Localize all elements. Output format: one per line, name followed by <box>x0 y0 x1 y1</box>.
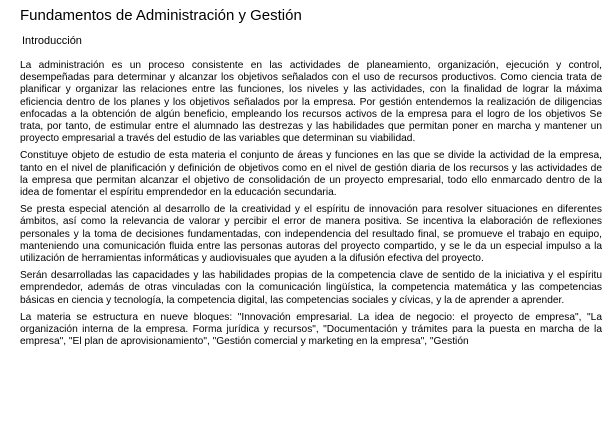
paragraph-objeto-estudio: Constituye objeto de estudio de esta materia el conjunto de áreas y funciones en las que se divide la actividad de la empresa, tanto en el nivel de planificación y definición de objetivos como en el nivel de gestión diaria de los recursos y las actividades de la empresa que permitan alcanzar el objetivo de consolidación de un proyecto empresarial, todo ello enmarcado dentro de la idea de fomentar el espíritu emprendedor en la educación secundaria. <box>20 150 602 199</box>
document-title: Fundamentos de Administración y Gestión <box>20 7 302 24</box>
paragraph-creatividad: Se presta especial atención al desarrollo de la creatividad y el espíritu de innovación para resolver situaciones en diferentes ámbitos, así como la relevancia de valorar y percibir el error de manera positiva. Se incentiva la elaboración de reflexiones personales y la toma de decisiones fundamentadas, con independencia del resultado final, se promueve el trabajo en equipo, manteniendo una comunicación fluida entre las personas autoras del proyecto compartido, y se le da un especial impulso a la utilización de herramientas informáticas y audiovisuales que ayuden a la difusión efectiva del proyecto. <box>20 204 602 265</box>
paragraph-administracion: La administración es un proceso consistente en las actividades de planeamiento, organización, ejecución y control, desempeñadas para determinar y alcanzar los objetivos señalados con el uso de recursos productivos. Como ciencia trata de planificar y organizar las relaciones entre las funciones, los niveles y las actividades, con la finalidad de lograr la máxima eficiencia dentro de los planes y los objetivos señalados por la empresa. Por gestión entendemos la realización de diligencias enfocadas a la obtención de algún beneficio, empleando los recursos activos de la empresa para el logro de los objetivos Se trata, por tanto, de estimular entre el alumnado las destrezas y las habilidades que permitan poner en marcha y mantener un proyecto empresarial a través del estudio de las variables que determinan su viabilidad. <box>20 60 602 145</box>
document-page <box>20 6 602 353</box>
section-heading: Introducción <box>22 35 82 47</box>
paragraph-competencias: Serán desarrolladas las capacidades y las habilidades propias de la competencia clave de sentido de la iniciativa y el espíritu emprendedor, además de otras vinculadas con la comunicación lingüística, la competencia matemática y las competencias básicas en ciencia y tecnología, la competencia digital, las competencias sociales y cívicas, y la de aprender a aprender. <box>20 270 602 306</box>
paragraph-bloques: La materia se estructura en nueve bloques: "Innovación empresarial. La idea de negocio: el proyecto de empresa", "La organización interna de la empresa. Forma jurídica y recursos", "Documentación y trámites para la puesta en marcha de la empresa", "El plan de aprovisionamiento", "Gestión comercial y marketing en la empresa", "Gestión <box>20 311 602 348</box>
